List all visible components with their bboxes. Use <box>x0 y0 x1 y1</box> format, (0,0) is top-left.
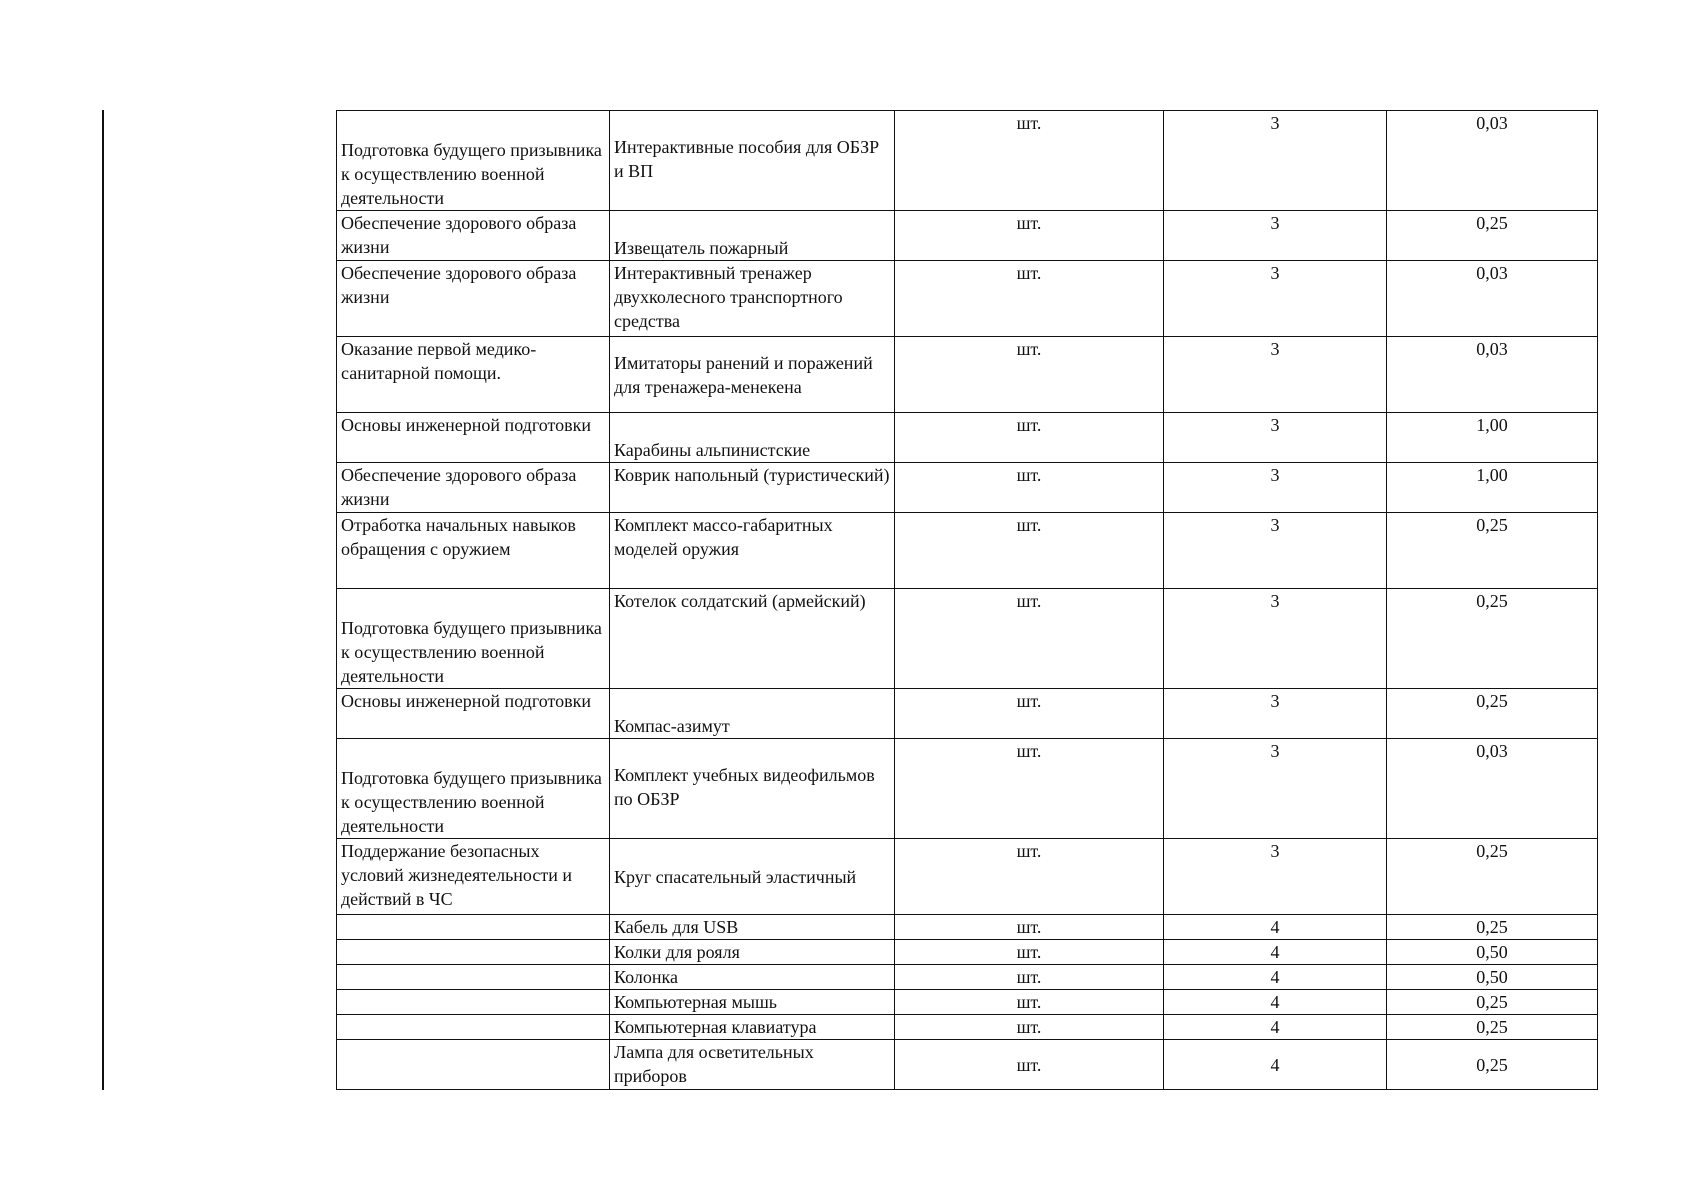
qty-cell: 4 <box>1164 915 1387 940</box>
item-cell: Компьютерная клавиатура <box>610 1015 895 1040</box>
table-row <box>337 261 1598 337</box>
topic-cell <box>337 965 610 990</box>
topic-cell: Основы инженерной подготовки <box>337 689 610 739</box>
unit-cell: шт. <box>895 111 1164 211</box>
value-cell: 0,03 <box>1387 739 1598 839</box>
qty-cell: 4 <box>1164 1040 1387 1090</box>
qty-cell: 4 <box>1164 965 1387 990</box>
value-cell: 0,25 <box>1387 990 1598 1015</box>
item-cell: Котелок солдатский (армейский) <box>610 589 895 689</box>
qty-cell: 3 <box>1164 413 1387 463</box>
topic-cell: Оказание первой медико-санитарной помощи. <box>337 337 610 413</box>
qty-cell: 3 <box>1164 463 1387 513</box>
unit-cell: шт. <box>895 261 1164 337</box>
qty-cell: 3 <box>1164 513 1387 589</box>
qty-cell: 3 <box>1164 111 1387 211</box>
unit-cell: шт. <box>895 211 1164 261</box>
equipment-table <box>336 110 1598 1090</box>
topic-cell: Поддержание безопасных условий жизнедеятельности и действий в ЧС <box>337 839 610 915</box>
table-row <box>337 689 1598 739</box>
qty-cell: 3 <box>1164 689 1387 739</box>
table-row <box>337 839 1598 915</box>
item-cell: Лампа для осветительных приборов <box>610 1040 895 1090</box>
value-cell: 0,25 <box>1387 589 1598 689</box>
table-row <box>337 513 1598 589</box>
unit-cell: шт. <box>895 463 1164 513</box>
unit-cell: шт. <box>895 839 1164 915</box>
qty-cell: 3 <box>1164 589 1387 689</box>
value-cell: 1,00 <box>1387 413 1598 463</box>
value-cell: 0,03 <box>1387 261 1598 337</box>
topic-cell <box>337 940 610 965</box>
unit-cell: шт. <box>895 990 1164 1015</box>
topic-cell: Подготовка будущего призывника к осуществлению военной деятельности <box>337 739 610 839</box>
topic-cell: Подготовка будущего призывника к осуществлению военной деятельности <box>337 111 610 211</box>
topic-cell <box>337 990 610 1015</box>
table-row <box>337 940 1598 965</box>
topic-cell <box>337 1040 610 1090</box>
table-row <box>337 1040 1598 1090</box>
value-cell: 0,25 <box>1387 1015 1598 1040</box>
unit-cell: шт. <box>895 965 1164 990</box>
item-cell: Кабель для USB <box>610 915 895 940</box>
value-cell: 0,25 <box>1387 513 1598 589</box>
value-cell: 0,25 <box>1387 1040 1598 1090</box>
item-cell: Извещатель пожарный <box>610 211 895 261</box>
table-row <box>337 915 1598 940</box>
item-cell: Комплект массо-габаритных моделей оружия <box>610 513 895 589</box>
unit-cell: шт. <box>895 337 1164 413</box>
value-cell: 0,50 <box>1387 965 1598 990</box>
item-cell: Компьютерная мышь <box>610 990 895 1015</box>
item-cell: Имитаторы ранений и поражений для тренажера-менекена <box>610 337 895 413</box>
value-cell: 0,25 <box>1387 211 1598 261</box>
value-cell: 1,00 <box>1387 463 1598 513</box>
unit-cell: шт. <box>895 589 1164 689</box>
qty-cell: 3 <box>1164 739 1387 839</box>
qty-cell: 3 <box>1164 261 1387 337</box>
table-row <box>337 413 1598 463</box>
value-cell: 0,03 <box>1387 337 1598 413</box>
topic-cell: Основы инженерной подготовки <box>337 413 610 463</box>
value-cell: 0,25 <box>1387 839 1598 915</box>
unit-cell: шт. <box>895 739 1164 839</box>
qty-cell: 4 <box>1164 1015 1387 1040</box>
topic-cell: Подготовка будущего призывника к осуществлению военной деятельности <box>337 589 610 689</box>
table-row <box>337 337 1598 413</box>
value-cell: 0,25 <box>1387 915 1598 940</box>
topic-cell <box>337 915 610 940</box>
topic-cell: Обеспечение здорового образа жизни <box>337 463 610 513</box>
value-cell: 0,50 <box>1387 940 1598 965</box>
unit-cell: шт. <box>895 1015 1164 1040</box>
table-row <box>337 463 1598 513</box>
topic-cell: Обеспечение здорового образа жизни <box>337 261 610 337</box>
item-cell: Интерактивный тренажер двухколесного транспортного средства <box>610 261 895 337</box>
left-margin-rule <box>102 110 104 1090</box>
unit-cell: шт. <box>895 1040 1164 1090</box>
qty-cell: 3 <box>1164 839 1387 915</box>
unit-cell: шт. <box>895 413 1164 463</box>
item-cell: Интерактивные пособия для ОБЗР и ВП <box>610 111 895 211</box>
unit-cell: шт. <box>895 940 1164 965</box>
item-cell: Компас-азимут <box>610 689 895 739</box>
item-cell: Коврик напольный (туристический) <box>610 463 895 513</box>
value-cell: 0,03 <box>1387 111 1598 211</box>
qty-cell: 4 <box>1164 940 1387 965</box>
table-row <box>337 211 1598 261</box>
item-cell: Комплект учебных видеофильмов по ОБЗР <box>610 739 895 839</box>
unit-cell: шт. <box>895 513 1164 589</box>
unit-cell: шт. <box>895 689 1164 739</box>
item-cell: Круг спасательный эластичный <box>610 839 895 915</box>
topic-cell: Обеспечение здорового образа жизни <box>337 211 610 261</box>
topic-cell: Отработка начальных навыков обращения с оружием <box>337 513 610 589</box>
table-row <box>337 990 1598 1015</box>
item-cell: Колки для рояля <box>610 940 895 965</box>
qty-cell: 3 <box>1164 211 1387 261</box>
table-row <box>337 111 1598 211</box>
item-cell: Карабины альпинистские <box>610 413 895 463</box>
table-row <box>337 1015 1598 1040</box>
item-cell: Колонка <box>610 965 895 990</box>
value-cell: 0,25 <box>1387 689 1598 739</box>
table-row <box>337 589 1598 689</box>
qty-cell: 4 <box>1164 990 1387 1015</box>
table-row <box>337 739 1598 839</box>
topic-cell <box>337 1015 610 1040</box>
table-row <box>337 965 1598 990</box>
unit-cell: шт. <box>895 915 1164 940</box>
qty-cell: 3 <box>1164 337 1387 413</box>
